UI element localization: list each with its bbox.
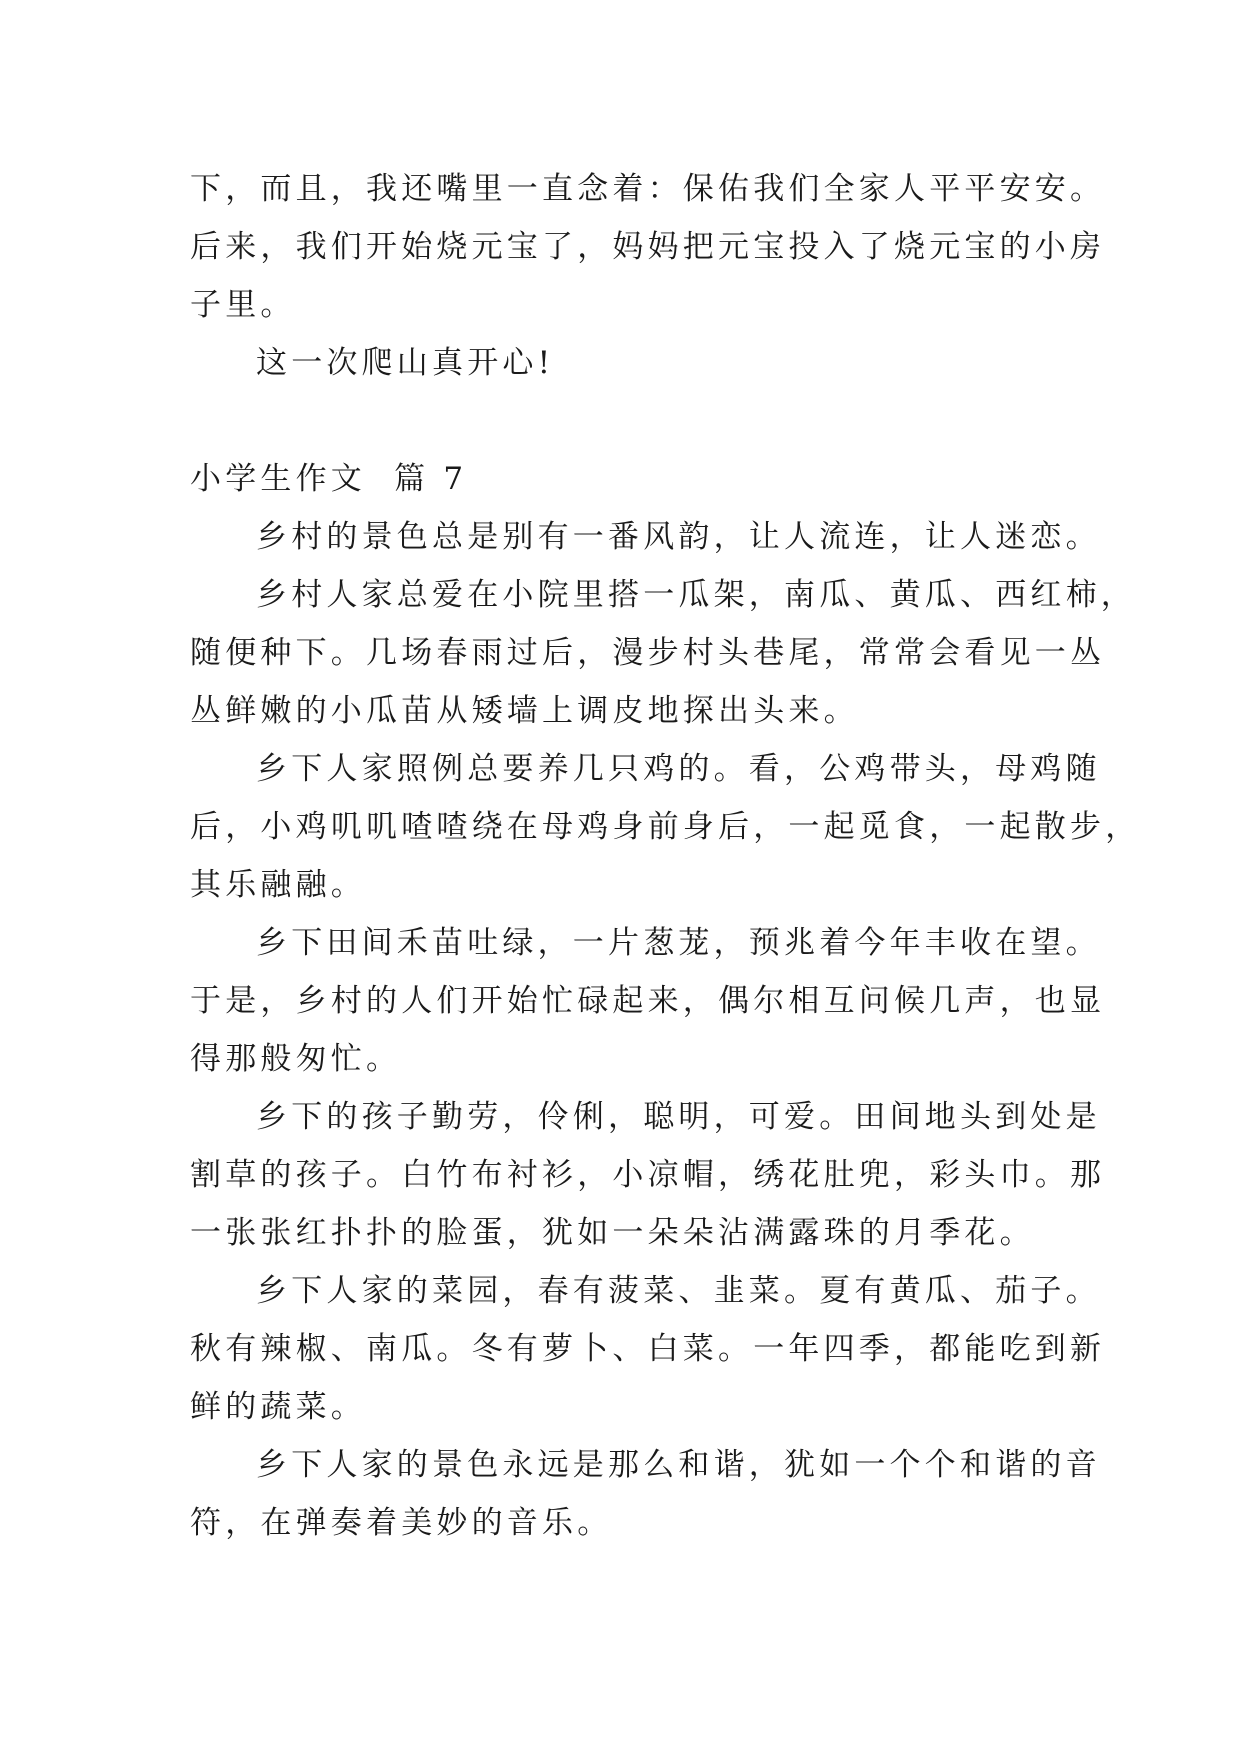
paragraph-5-line: 割草的孩子。白竹布衬衫，小凉帽，绣花肚兜，彩头巾。那 bbox=[190, 1157, 1106, 1193]
paragraph-6-line: 鲜的蔬菜。 bbox=[190, 1389, 366, 1425]
paragraph-5-line: 一张张红扑扑的脸蛋，犹如一朵朵沾满露珠的月季花。 bbox=[190, 1215, 1035, 1251]
closing-line: 这一次爬山真开心! bbox=[256, 345, 555, 381]
section-spacer bbox=[190, 392, 1060, 450]
paragraph-1-line: 乡村的景色总是别有一番风韵，让人流连，让人迷恋。 bbox=[256, 519, 1101, 555]
paragraph-7-line: 符，在弹奏着美妙的音乐。 bbox=[190, 1505, 613, 1541]
document-body bbox=[190, 160, 1141, 1552]
paragraph-2-line: 乡村人家总爱在小院里搭一瓜架，南瓜、黄瓜、西红柿， bbox=[256, 577, 1136, 613]
paragraph-7-line: 乡下人家的景色永远是那么和谐，犹如一个个和谐的音 bbox=[256, 1447, 1101, 1483]
paragraph-3-line: 后，小鸡叽叽喳喳绕在母鸡身前身后，一起觅食，一起散步， bbox=[190, 809, 1141, 845]
paragraph-4-line: 乡下田间禾苗吐绿，一片葱茏，预兆着今年丰收在望。 bbox=[256, 925, 1101, 961]
paragraph-5-line: 乡下的孩子勤劳，伶俐，聪明，可爱。田间地头到处是 bbox=[256, 1099, 1101, 1135]
paragraph-4-line: 于是，乡村的人们开始忙碌起来，偶尔相互问候几声，也显 bbox=[190, 983, 1106, 1019]
text-line: 下，而且，我还嘴里一直念着：保佑我们全家人平平安安。 bbox=[190, 171, 1106, 207]
paragraph-3-line: 其乐融融。 bbox=[190, 867, 366, 903]
paragraph-4-line: 得那般匆忙。 bbox=[190, 1041, 402, 1077]
paragraph-2-line: 随便种下。几场春雨过后，漫步村头巷尾，常常会看见一丛 bbox=[190, 635, 1106, 671]
paragraph-6-line: 乡下人家的菜园，春有菠菜、韭菜。夏有黄瓜、茄子。 bbox=[256, 1273, 1101, 1309]
section-title: 小学生作文 篇 7 bbox=[190, 461, 468, 497]
paragraph-3-line: 乡下人家照例总要养几只鸡的。看，公鸡带头，母鸡随 bbox=[256, 751, 1101, 787]
paragraph-2-line: 丛鲜嫩的小瓜苗从矮墙上调皮地探出头来。 bbox=[190, 693, 859, 729]
text-line: 子里。 bbox=[190, 287, 296, 323]
text-line: 后来，我们开始烧元宝了，妈妈把元宝投入了烧元宝的小房 bbox=[190, 229, 1106, 265]
paragraph-6-line: 秋有辣椒、南瓜。冬有萝卜、白菜。一年四季，都能吃到新 bbox=[190, 1331, 1106, 1367]
